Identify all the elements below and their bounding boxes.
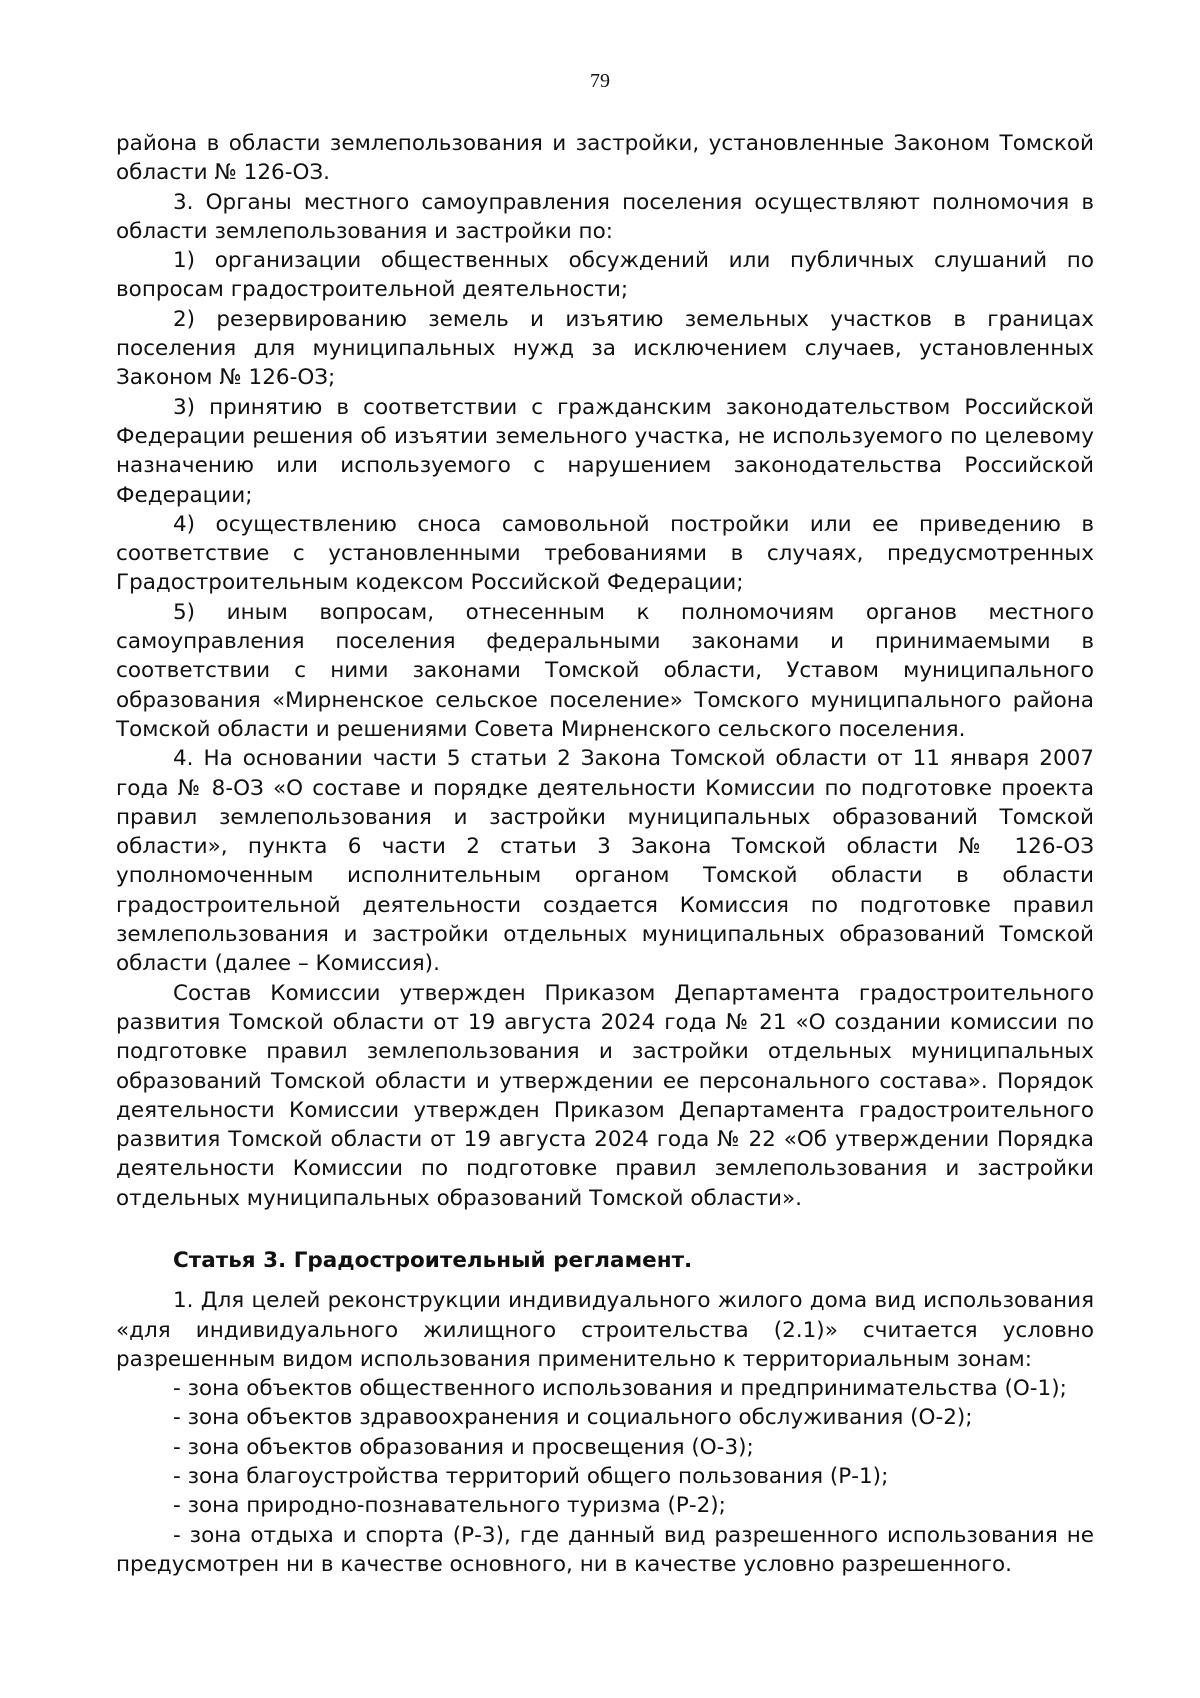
list-item: 4) осуществлению сноса самовольной постройки или ее приведению в соответствие с установленными требованиями в случаях, предусмотренных Градостроительным кодексом Российской Федерации; <box>116 511 1094 596</box>
list-item: 1) организации общественных обсуждений или публичных слушаний по вопросам градостроительной деятельности; <box>116 248 1094 303</box>
list-item: - зона благоустройства территорий общего пользования (Р-1); <box>173 1464 889 1490</box>
list-item: 5) иным вопросам, отнесенным к полномочиям органов местного самоуправления поселения федеральными законами и принимаемыми в соответствии с ними законами Томской области, Уставом муниципального образования «Мирненское сельское поселение» Томского муниципального района Томской области и решениями Совета Мирненского сельского поселения. <box>116 599 1094 742</box>
article-heading: Статья 3. Градостроительный регламент. <box>173 1247 693 1273</box>
paragraph: 3. Органы местного самоуправления поселения осуществляют полномочия в области землепользования и застройки по: <box>116 189 1094 244</box>
page-number: 79 <box>590 70 610 92</box>
paragraph: 4. На основании части 5 статьи 2 Закона Томской области от 11 января 2007 года № 8-ОЗ «О составе и порядке деятельности Комиссии по подготовке проекта правил землепользования и застройки муниципальных образований Томской области», пункта 6 части 2 статьи 3 Закона Томской области № 126-ОЗ уполномоченным исполнительным органом Томской области в области градостроительной деятельности создается Комиссия по подготовке правил землепользования и застройки отдельных муниципальных образований Томской области (далее – Комиссия). <box>116 746 1094 977</box>
list-item: - зона отдыха и спорта (Р-3), где данный вид разрешенного использования не предусмотрен ни в качестве основного, ни в качестве условно разрешенного. <box>116 1522 1094 1577</box>
list-item: 3) принятию в соответствии с гражданским законодательством Российской Федерации решения об изъятии земельного участка, не используемого по целевому назначению или используемого с нарушением законодательства Российской Федерации; <box>116 394 1094 508</box>
paragraph: 1. Для целей реконструкции индивидуального жилого дома вид использования «для индивидуального жилищного строительства (2.1)» считается условно разрешенным видом использования применительно к территориальным зонам: <box>116 1288 1094 1372</box>
list-item: - зона природно-познавательного туризма (Р-2); <box>173 1493 726 1519</box>
list-item: - зона объектов образования и просвещения (О-3); <box>173 1434 754 1460</box>
list-item: 2) резервированию земель и изъятию земельных участков в границах поселения для муниципальных нужд за исключением случаев, установленных Законом № 126-ОЗ; <box>116 306 1094 391</box>
list-item: - зона объектов здравоохранения и социального обслуживания (О-2); <box>173 1405 973 1431</box>
paragraph: района в области землепользования и застройки, установленные Законом Томской области № 126-ОЗ. <box>116 131 1094 186</box>
paragraph: Состав Комиссии утвержден Приказом Департамента градостроительного развития Томской области от 19 августа 2024 года № 21 «О создании комиссии по подготовке правил землепользования и застройки отдельных муниципальных образований Томской области и утверждении ее персонального состава». Порядок деятельности Комиссии утвержден Приказом Департамента градостроительного развития Томской области от 19 августа 2024 года № 22 «Об утверждении Порядка деятельности Комиссии по подготовке правил землепользования и застройки отдельных муниципальных образований Томской области». <box>116 980 1094 1211</box>
list-item: - зона объектов общественного использования и предпринимательства (О-1); <box>173 1376 1067 1402</box>
document-body <box>116 129 1094 1579</box>
